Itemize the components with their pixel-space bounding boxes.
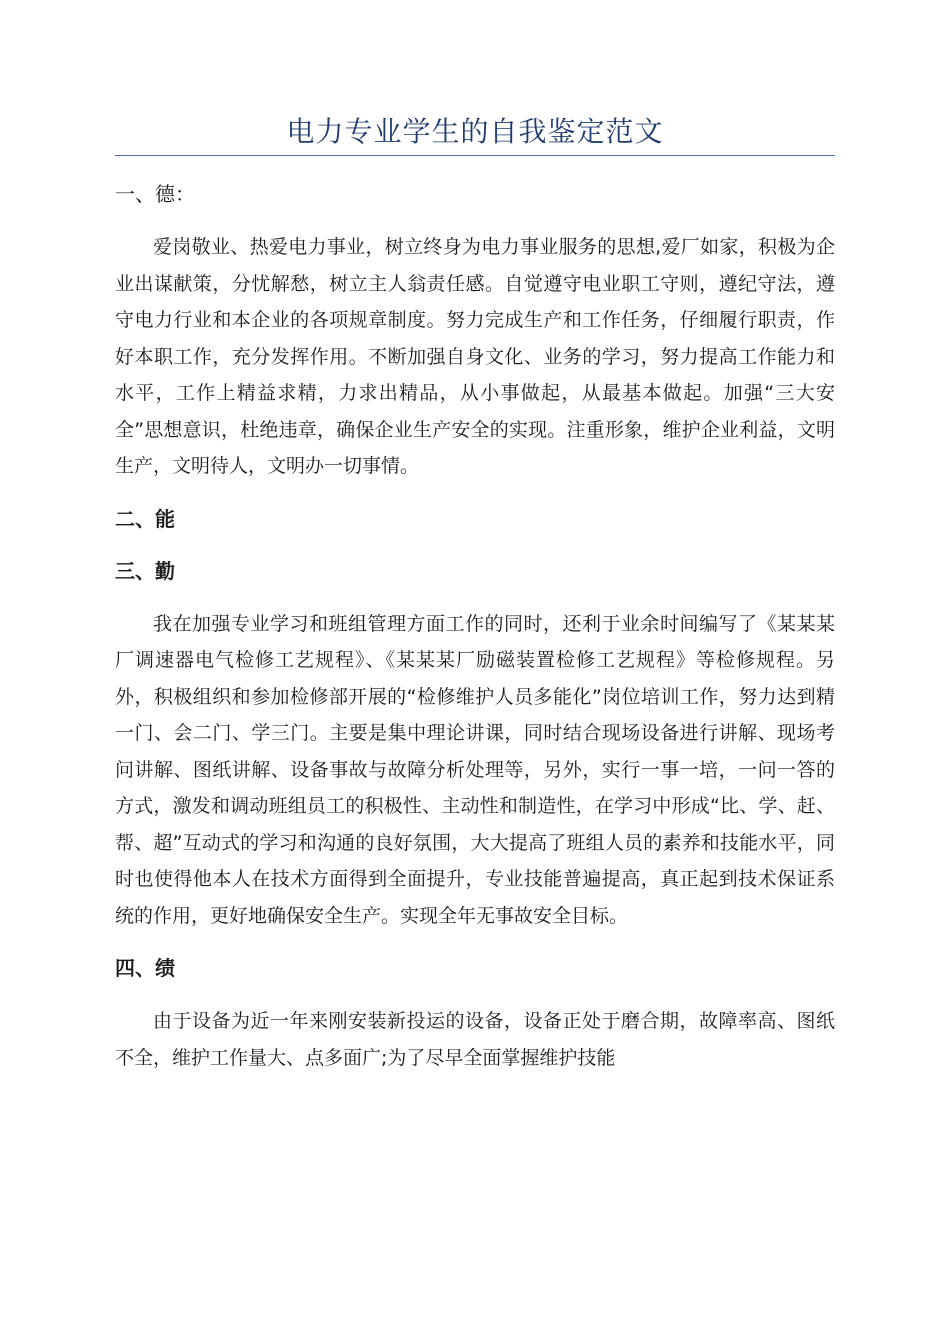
title-underline [115,155,835,156]
section-heading-ji: 四、绩 [115,956,175,980]
section-heading-de: 一、德： [115,182,195,206]
section-paragraph-ji: 由于设备为近一年来刚安装新投运的设备，设备正处于磨合期，故障率高、图纸不全，维护工作量大、点多面广;为了尽早全面掌握维护技能 [115,1010,835,1069]
document-title: 电力专业学生的自我鉴定范文 [286,115,664,148]
section-heading-neng: 二、能 [115,506,175,531]
section-paragraph-qin: 我在加强专业学习和班组管理方面工作的同时，还利于业余时间编写了《某某某厂调速器电气检修工艺规程》、《某某某厂励磁装置检修工艺规程》等检修规程。另外，积极组织和参加检修部开展的“检修维护人员多能化”岗位培训工作，努力达到精一门、会二门、学三门。主要是集中理论讲课，同时结合现场设备进行讲解、现场考问讲解、图纸讲解、设备事故与故障分析处理等，另外，实行一事一培，一问一答的方式，激发和调动班组员工的积极性、主动性和制造性，在学习中形成“比、学、赶、帮、超”互动式的学习和沟通的良好氛围，大大提高了班组人员的素养和技能水平，同时也使得他本人在技术方面得到全面提升，专业技能普遍提高，真正起到技术保证系统的作用，更好地确保安全生产。实现全年无事故安全目标。 [115,612,835,927]
section-heading-qin: 三、勤 [115,558,175,583]
section-paragraph-de: 爱岗敬业、热爱电力事业，树立终身为电力事业服务的思想,爱厂如家，积极为企业出谋献策，分忧解愁，树立主人翁责任感。自觉遵守电业职工守则，遵纪守法，遵守电力行业和本企业的各项规章制度。努力完成生产和工作任务，仔细履行职责，作好本职工作，充分发挥作用。不断加强自身文化、业务的学习，努力提高工作能力和水平，工作上精益求精，力求出精品，从小事做起，从最基本做起。加强“三大安全”思想意识，杜绝违章，确保企业生产安全的实现。注重形象，维护企业利益，文明生产，文明待人，文明办一切事情。 [115,236,835,477]
document-body [115,176,835,1076]
